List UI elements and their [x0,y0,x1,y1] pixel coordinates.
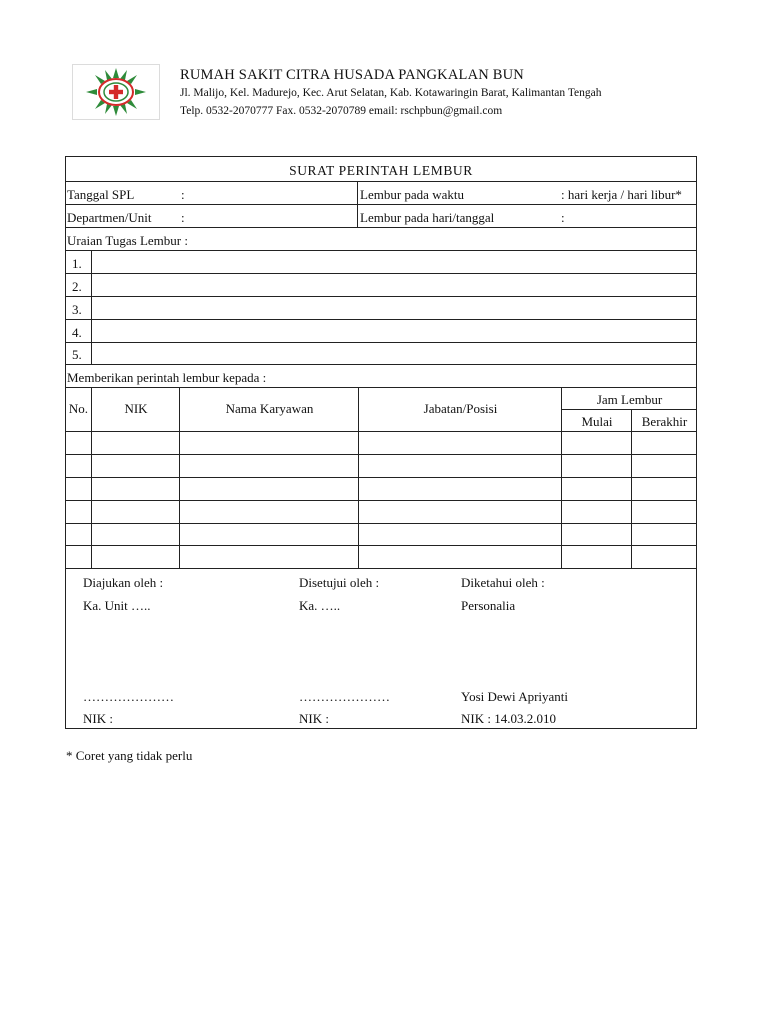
department-label: Departmen/Unit [67,210,152,225]
task-number-1: 1. [72,256,82,271]
perintah-lembur-label: Memberikan perintah lembur kepada : [67,370,267,385]
diketahui-role: Personalia [461,598,516,613]
hospital-name: RUMAH SAKIT CITRA HUSADA PANGKALAN BUN [180,67,524,83]
disetujui-nik: NIK : [299,711,329,726]
department-colon: : [181,210,185,225]
lembur-waktu-label: Lembur pada waktu [360,187,464,202]
form-title: SURAT PERINTAH LEMBUR [289,163,473,178]
hospital-contact: Telp. 0532-2070777 Fax. 0532-2070789 email: rschpbun@gmail.com [180,105,503,117]
diajukan-label: Diajukan oleh : [83,575,164,590]
task-number-4: 4. [72,325,82,340]
tanggal-spl-colon: : [181,187,185,202]
col-header-nama: Nama Karyawan [225,401,314,416]
col-header-no: No. [68,401,89,416]
diketahui-name: Yosi Dewi Apriyanti [461,689,569,704]
col-header-jam-lembur: Jam Lembur [596,392,663,407]
task-number-3: 3. [72,302,82,317]
task-number-2: 2. [72,279,82,294]
lembur-waktu-value: : hari kerja / hari libur* [561,187,682,202]
tanggal-spl-label: Tanggal SPL [67,187,135,202]
hospital-logo [72,64,160,120]
lembur-hari-tanggal-label: Lembur pada hari/tanggal [360,210,495,225]
disetujui-signature-line: ………………… [299,689,390,704]
uraian-tugas-label: Uraian Tugas Lembur : [67,233,188,248]
diajukan-signature-line: ………………… [83,689,174,704]
diajukan-role: Ka. Unit ….. [83,598,151,613]
diajukan-nik: NIK : [83,711,113,726]
disetujui-label: Disetujui oleh : [299,575,380,590]
task-number-5: 5. [72,347,82,362]
col-header-jabatan: Jabatan/Posisi [423,401,498,416]
hospital-address: Jl. Malijo, Kel. Madurejo, Kec. Arut Selatan, Kab. Kotawaringin Barat, Kalimantan Tengah [180,87,602,99]
col-header-berakhir: Berakhir [641,414,688,429]
lembur-hari-tanggal-colon: : [561,210,565,225]
diketahui-nik: NIK : 14.03.2.010 [461,711,556,726]
col-header-mulai: Mulai [581,414,613,429]
col-header-nik: NIK [124,401,148,416]
footnote: * Coret yang tidak perlu [66,748,193,763]
diketahui-label: Diketahui oleh : [461,575,545,590]
disetujui-role: Ka. ….. [299,598,341,613]
